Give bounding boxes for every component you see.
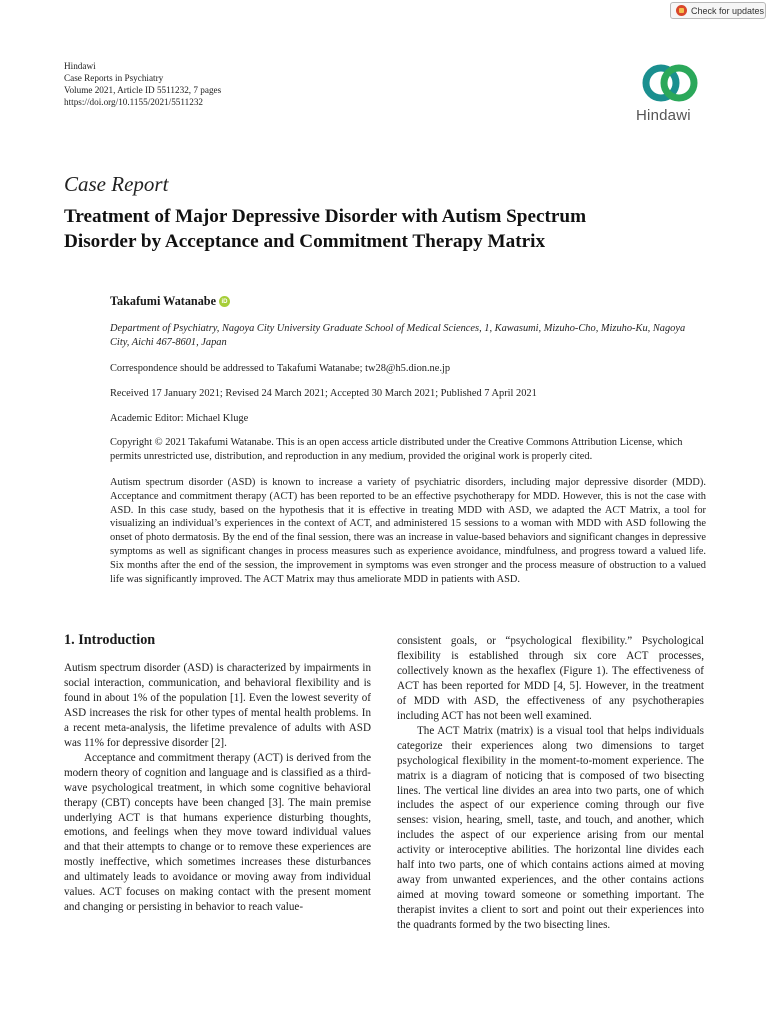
author-name[interactable]: Takafumi Watanabe	[110, 294, 216, 308]
affiliation: Department of Psychiatry, Nagoya City University Graduate School of Medical Sciences, 1, Kawasumi, Mizuho-Cho, Mizuho-Ku, Nagoya City, Aichi 467-8601, Japan	[110, 323, 686, 348]
paragraph: consistent goals, or “psychological flexibility.” Psychological flexibility is established through six core ACT processes, collectively known as the hexaflex (Figure 1). The effectiveness of ACT has been reported for MDD [4, 5]. However, in the treatment of MDD with ASD, the effectiveness of any psychotherapies including ACT has not been well examined.	[397, 635, 704, 722]
article-type: Case Report	[64, 172, 169, 196]
paragraph: Autism spectrum disorder (ASD) is characterized by impairments in social interaction, communication, and behavioral flexibility and is found in about 1% of the population [1]. Even the lowest severity of ASD increases the risk for other types of mental health problems. In a recent meta-analysis, the lifetime prevalence of adults with ASD was 11% for depressive disorder [2].	[64, 662, 371, 749]
hindawi-logo	[636, 60, 706, 124]
author	[110, 294, 230, 309]
academic-editor: Academic Editor: Michael Kluge	[110, 413, 249, 424]
orcid-icon[interactable]: iD	[219, 296, 230, 307]
title-line: Treatment of Major Depressive Disorder with Autism Spectrum	[64, 206, 587, 227]
doi-link[interactable]: https://doi.org/10.1155/2021/5511232	[64, 97, 204, 107]
left-column	[64, 661, 371, 915]
right-column	[397, 634, 704, 933]
journal-info	[64, 60, 221, 108]
copyright: Copyright © 2021 Takafumi Watanabe. This is an open access article distributed under the Creative Commons Attribution License, which permits unrestricted use, distribution, and reproduction in any medium, provided the original work is properly cited.	[110, 437, 683, 462]
dates: Received 17 January 2021; Revised 24 March 2021; Accepted 30 March 2021; Published 7 April 2021	[110, 388, 537, 399]
title-line: Disorder by Acceptance and Commitment Therapy Matrix	[64, 231, 546, 252]
logo-wordmark: Hindawi	[636, 107, 691, 124]
paragraph: Acceptance and commitment therapy (ACT) is derived from the modern theory of cognition and language and is classified as a third-wave psychological treatment, in which some cognitive behavioral therapy (CBT) concepts have been changed [3]. The main premise underlying ACT is that humans experience disturbing thoughts, emotions, and feelings when they move toward individual values and that their attempts to change or to remove these experiences are mostly ineffective, which sometimes increases these disturbances and ultimately leads to avoidance or moving away from individual values. ACT focuses on making contact with the present moment and changing or persisting in behavior to reach value-	[64, 751, 371, 914]
update-icon	[676, 5, 687, 16]
volume-line: Volume 2021, Article ID 5511232, 7 pages	[64, 85, 222, 95]
section-heading: 1. Introduction	[64, 632, 156, 648]
publisher-line: Hindawi	[64, 61, 96, 71]
check-for-updates-label: Check for updates	[691, 5, 765, 16]
journal-name: Case Reports in Psychiatry	[64, 73, 164, 83]
hindawi-logo-icon	[640, 60, 700, 106]
article-title	[64, 204, 724, 254]
check-for-updates-button[interactable]	[670, 2, 766, 19]
paragraph: The ACT Matrix (matrix) is a visual tool that helps individuals categorize their experiences along two dimensions to target psychological flexibility in the moment-to-moment experience. The matrix is a diagram of noticing that is composed of two bisecting lines. The vertical line divides an area into two parts, one of which includes the aspect of our experience coming through our five senses: vision, hearing, smell, taste, and touch, and another, which includes the aspect of our experience arising from our mental activity or interoceptive abilities. The horizontal line divides each half into two parts, one of which contains actions aimed at moving away from unwanted experiences, and the other contains actions aimed at moving toward someone or something important. The therapist invites a client to sort and point out their experiences into the quadrants formed by the two bisecting lines.	[397, 724, 704, 932]
abstract: Autism spectrum disorder (ASD) is known to increase a variety of psychiatric disorders, including major depressive disorder (MDD). Acceptance and commitment therapy (ACT) has been reported to be an effective psychotherapy for MDD. However, this is not the case with ASD. In this case study, based on the hypothesis that it is effective in treating MDD with ASD, we adapted the ACT Matrix, a tool for visualizing an individual’s experiences in the context of ACT, and administered 15 sessions to a woman with MDD with ASD following the onset of photo dermatosis. By the end of the final session, there was an increase in value-based behaviors and significant changes in depressive symptoms as well as significant changes in process measures such as experience avoidance, mindfulness, and progress toward a valued life. Six months after the end of the session, the improvement in symptoms was even stronger and the process measure of obstruction to a valued life was significantly improved. The ACT Matrix may thus ameliorate MDD in patients with ASD.	[110, 477, 706, 585]
correspondence: Correspondence should be addressed to Takafumi Watanabe; tw28@h5.dion.ne.jp	[110, 363, 451, 374]
